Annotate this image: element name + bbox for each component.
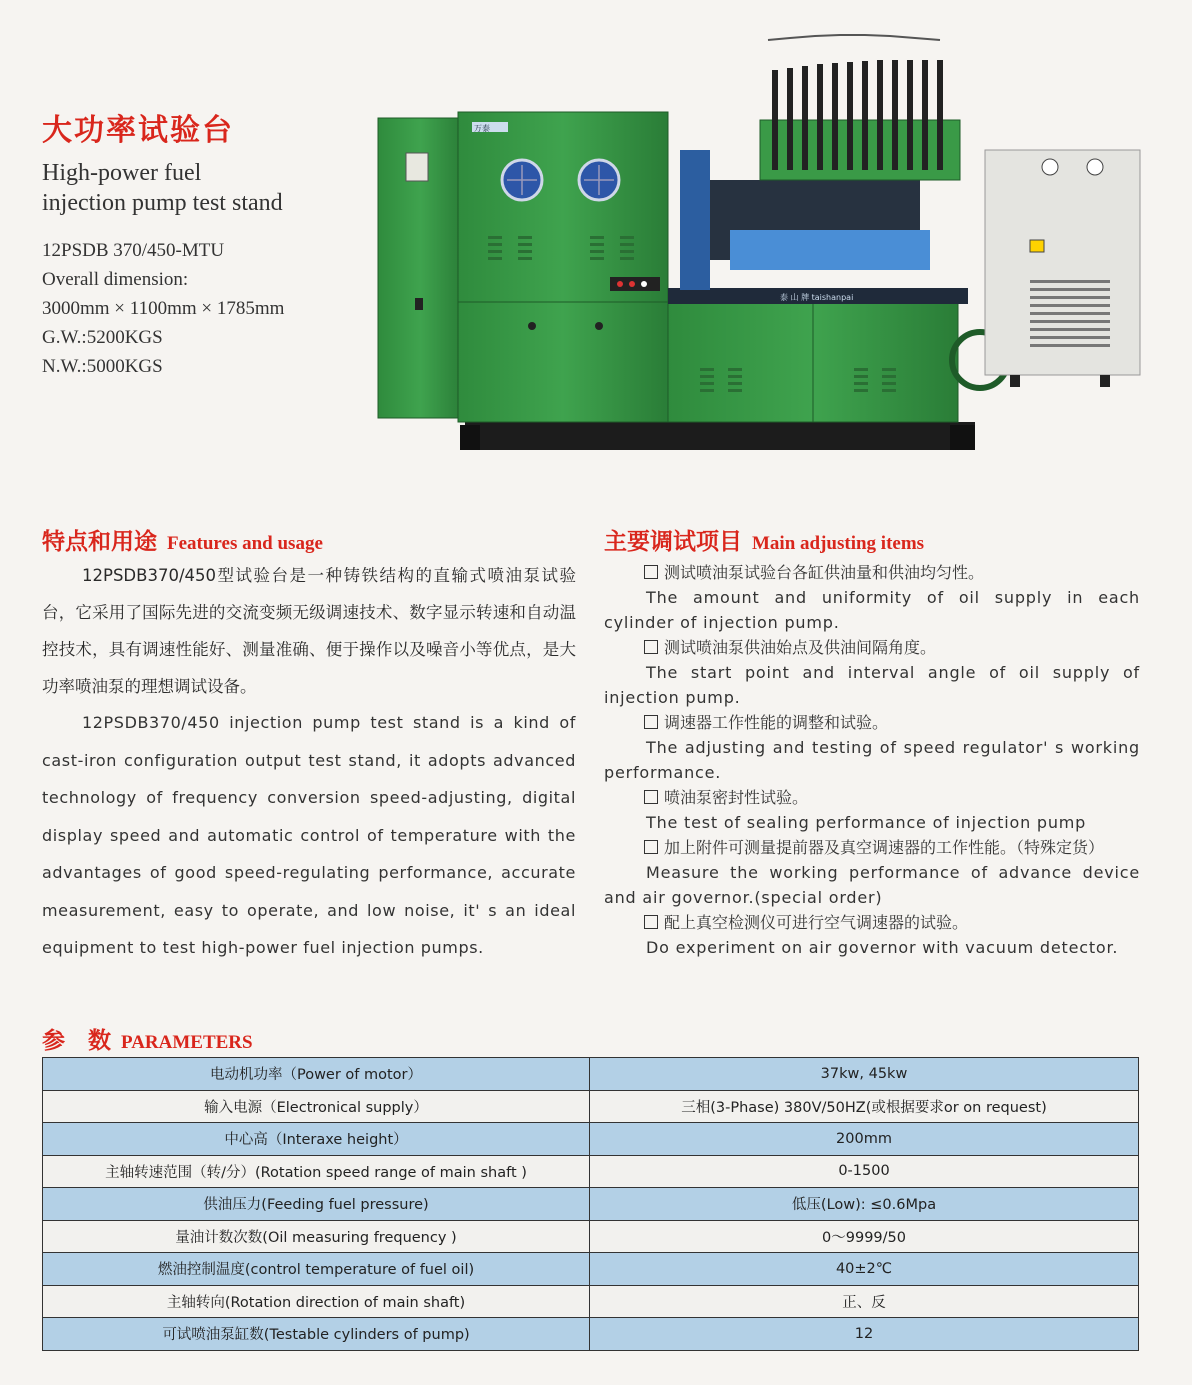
adjusting-heading-cn: 主要调试项目 [604,529,742,555]
param-label: 输入电源（Electronical supply） [43,1090,590,1123]
table-row [43,1188,1139,1221]
gross-weight: G.W.:5200KGS [42,327,163,348]
features-paragraph-en: 12PSDB370/450 injection pump test stand is a kind of cast-iron configuration output test stand, it adopts advanced technology of frequency conversion speed-adjusting, digital display speed and automatic control of temperature with the advantages of good speed-regulating performance, accurate measurement, easy to operate, and low noise, it' s an ideal equipment to test high-power fuel injection pumps. [42,713,576,957]
item-en: The amount and uniformity of oil supply in each cylinder of injection pump. [604,588,1140,632]
param-value: 200mm [590,1123,1139,1156]
item-en: The start point and interval angle of oil supply of injection pump. [604,663,1140,707]
param-value: 0～9999/50 [590,1220,1139,1253]
param-label: 中心高（Interaxe height） [43,1123,590,1156]
param-value: 正、反 [590,1285,1139,1318]
item-cn: 加上附件可测量提前器及真空调速器的工作性能。（特殊定货） [664,838,1105,857]
param-value: 37kw, 45kw [590,1058,1139,1091]
test-stand-image [370,30,1150,460]
parameters-heading-cn: 参 数 [42,1028,111,1054]
param-label: 主轴转速范围（转/分）(Rotation speed range of main shaft ) [43,1155,590,1188]
param-label: 供油压力(Feeding fuel pressure) [43,1188,590,1221]
param-value: 12 [590,1318,1139,1351]
table-row [43,1090,1139,1123]
net-weight: N.W.:5000KGS [42,356,163,377]
checkbox-square-icon [644,915,658,929]
param-value: 0-1500 [590,1155,1139,1188]
param-label: 主轴转向(Rotation direction of main shaft) [43,1285,590,1318]
item-en: The test of sealing performance of injection pump [646,813,1087,832]
param-value: 低压(Low): ≤0.6Mpa [590,1188,1139,1221]
param-value: 三相(3-Phase) 380V/50HZ(或根据要求or on request) [590,1090,1139,1123]
param-label: 电动机功率（Power of motor） [43,1058,590,1091]
title-en-line2: injection pump test stand [42,190,283,216]
panel-brand-text: 万泰 [474,124,490,133]
checkbox-square-icon [644,715,658,729]
item-cn: 喷油泵密封性试验。 [664,788,809,807]
item-en: The adjusting and testing of speed regulator' s working performance. [604,738,1140,782]
list-item [604,560,1140,635]
parameters-table [42,1057,1139,1351]
parameters-heading [42,1022,253,1055]
dimension-value: 3000mm × 1100mm × 1785mm [42,298,285,319]
adjusting-heading [604,523,924,556]
list-item [604,910,1140,960]
page-title-cn: 大功率试验台 [42,113,234,148]
features-heading [42,523,323,556]
features-paragraph-cn: 12PSDB370/450型试验台是一种铸铁结构的直输式喷油泵试验台，它采用了国际先进的交流变频无级调速技术、数字显示转速和自动温控技术，具有调速性能好、测量准确、便于操作以及噪音小等优点，是大功率喷油泵的理想调试设备。 [42,566,576,696]
features-heading-cn: 特点和用途 [42,529,157,555]
table-row [43,1123,1139,1156]
title-en-line1: High-power fuel [42,160,202,186]
table-row [43,1058,1139,1091]
table-row [43,1318,1139,1351]
list-item [604,785,1140,835]
checkbox-square-icon [644,790,658,804]
param-label: 可试喷油泵缸数(Testable cylinders of pump) [43,1318,590,1351]
item-en: Measure the working performance of advance device and air governor.(special order) [604,863,1140,907]
param-label: 量油计数次数(Oil measuring frequency ) [43,1220,590,1253]
item-en: Do experiment on air governor with vacuum detector. [646,938,1119,957]
checkbox-square-icon [644,640,658,654]
adjusting-heading-en: Main adjusting items [752,533,925,554]
dimension-label: Overall dimension: [42,269,189,290]
list-item [604,835,1140,910]
item-cn: 配上真空检测仪可进行空气调速器的试验。 [664,913,969,932]
item-cn: 测试喷油泵供油始点及供油间隔角度。 [664,638,937,657]
features-heading-en: Features and usage [167,533,323,554]
checkbox-square-icon [644,840,658,854]
list-item [604,635,1140,710]
table-row [43,1253,1139,1286]
table-row [43,1220,1139,1253]
list-item [604,710,1140,785]
table-row [43,1285,1139,1318]
model-number: 12PSDB 370/450-MTU [42,240,225,261]
parameters-heading-en: PARAMETERS [121,1032,253,1053]
adjusting-items-list [604,560,1140,960]
param-label: 燃油控制温度(control temperature of fuel oil) [43,1253,590,1286]
checkbox-square-icon [644,565,658,579]
item-cn: 调速器工作性能的调整和试验。 [664,713,889,732]
param-value: 40±2℃ [590,1253,1139,1286]
base-plate-text: 泰 山 牌 taishanpai [780,293,854,302]
page-title-en [42,158,283,218]
table-row [43,1155,1139,1188]
spec-block [42,236,284,381]
item-cn: 测试喷油泵试验台各缸供油量和供油均匀性。 [664,563,985,582]
